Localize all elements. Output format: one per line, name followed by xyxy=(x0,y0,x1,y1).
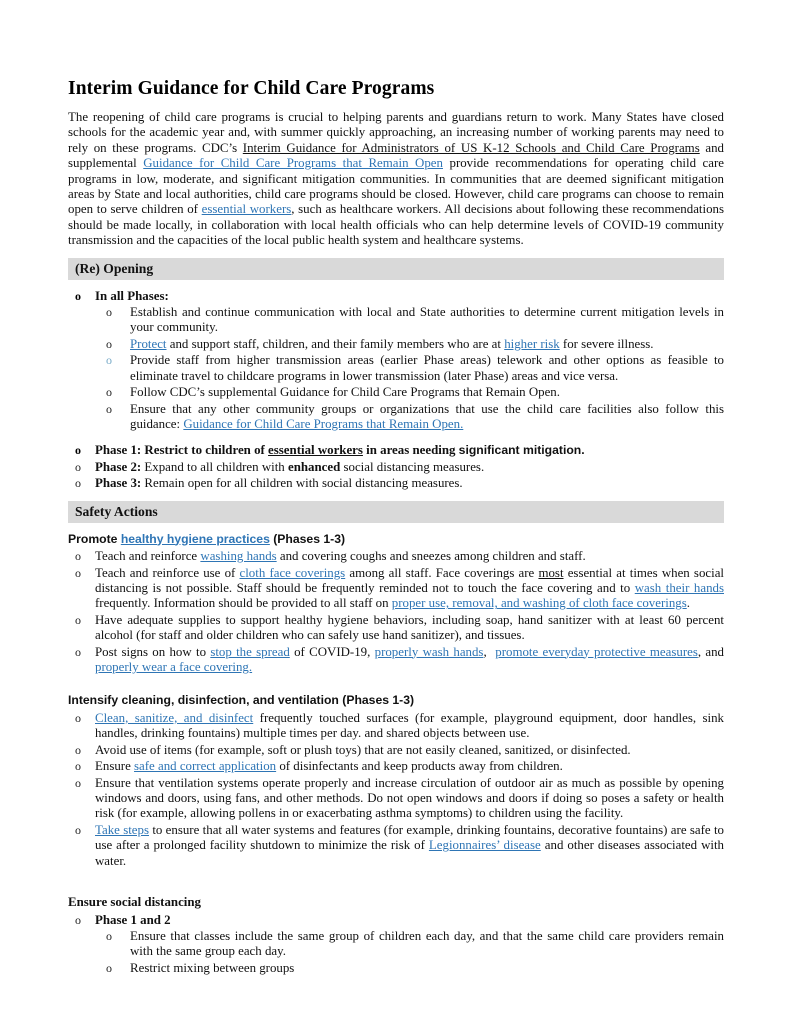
text-run: , such as healthcare workers. All decisions about following these recommendations should be made locally, in collaboration with local health officials who can help determine levels of COVID-19 community transmission and the capacities of the local public health system and healthcare systems. xyxy=(68,202,724,248)
bullet-circle-icon: o xyxy=(106,385,112,400)
text-run: to ensure that all water systems and features (for example, drinking fountains, decorative fountains) are safe to use after a prolonged facility shutdown to minimize the risk of xyxy=(95,822,724,853)
list-item xyxy=(68,353,724,384)
text-run: Ensure xyxy=(95,759,135,774)
text-run: Have adequate supplies to support healthy hygiene behaviors, including soap, hand sanitizer with at least 60 percent alcohol (for staff and older children who can safely use hand sanitizer), and tissues. xyxy=(95,612,724,643)
list-item-text xyxy=(95,711,724,740)
list-item-text xyxy=(130,353,724,382)
list-item-text xyxy=(95,460,484,474)
link-wash-their-hands[interactable]: wash their hands xyxy=(634,580,724,595)
text-run: Establish and continue communication with local and State authorities to determine current mitigation levels in your community. xyxy=(130,305,724,335)
subsection-heading xyxy=(68,895,724,911)
list-item xyxy=(68,402,724,433)
bullet-circle-icon: o xyxy=(106,336,112,351)
list-item-text xyxy=(95,476,463,490)
text-run: among all staff. Face coverings are xyxy=(345,565,539,580)
text-run: Teach and reinforce xyxy=(95,549,201,564)
text-run: Avoid use of items (for example, soft or plush toys) that are not easily cleaned, sanitized, or disinfected. xyxy=(95,742,631,757)
text-run: for severe illness. xyxy=(559,336,654,351)
link-properly-wear-a-face[interactable]: properly wear a face covering. xyxy=(95,659,253,674)
link-healthy-hygiene-practices[interactable]: healthy hygiene practices xyxy=(120,531,270,546)
text-run: Phase 1 and 2 xyxy=(95,912,171,927)
text-run: essential at times when social distancing is not possible. Staff should be frequently reminded not to touch the face covering and to xyxy=(95,565,724,595)
link-safe-and-correct-application[interactable]: safe and correct application xyxy=(134,759,277,774)
text-run: frequently. Information should be provided to all staff on xyxy=(95,596,392,611)
link-legionnaires-disease[interactable]: Legionnaires’ disease xyxy=(428,838,541,853)
bullet-circle-icon: o xyxy=(106,929,112,944)
link-proper-use-removal-and[interactable]: proper use, removal, and washing of cloth face coverings xyxy=(391,596,687,611)
spacer xyxy=(68,676,724,692)
bullet-circle-icon: o xyxy=(75,549,81,564)
list-item-text xyxy=(130,929,724,958)
list-item-text xyxy=(130,337,654,351)
list-item-text xyxy=(95,289,169,303)
bullet-circle-icon: o xyxy=(75,565,81,580)
text-run: , xyxy=(483,644,496,659)
list-item xyxy=(68,566,724,612)
link-guidance-for-child-care[interactable]: Guidance for Child Care Programs that Remain Open xyxy=(143,156,443,171)
list-item xyxy=(68,711,724,742)
list-item-text xyxy=(95,823,724,868)
link-guidance-for-child-care[interactable]: Guidance for Child Care Programs that Remain Open. xyxy=(183,416,464,431)
list-item-text xyxy=(130,305,724,334)
text-run: of disinfectants and keep products away from children. xyxy=(276,759,563,774)
list-item-text xyxy=(95,443,585,457)
bullet-circle-icon: o xyxy=(106,401,112,416)
link-clean-sanitize-and-disinfect[interactable]: Clean, sanitize, and disinfect xyxy=(95,710,254,725)
list-item xyxy=(68,337,724,352)
text-run: significant mitigation. xyxy=(458,443,585,458)
text-run: enhanced xyxy=(287,459,341,474)
list-item xyxy=(68,961,724,976)
text-run: Phase 1: Restrict to children of xyxy=(95,443,269,458)
document-body xyxy=(68,258,724,977)
bullet-circle-icon: o xyxy=(106,353,112,368)
link-stop-the-spread[interactable]: stop the spread xyxy=(210,644,290,659)
text-run: most xyxy=(538,565,564,580)
bullet-circle-icon: o xyxy=(75,759,81,774)
text-run: frequently touched surfaces (for example, playground equipment, door handles, sink handles, drinking fountains) multiple times per day. and shared objects between use. xyxy=(95,710,724,741)
text-run: Provide staff from higher transmission areas (earlier Phase areas) telework and other options as feasible to eliminate travel to childcare programs in lower transmission (later Phase) areas and vice versa. xyxy=(130,353,724,383)
list-item-text xyxy=(95,759,563,773)
text-run: Follow CDC’s supplemental Guidance for Child Care Programs that Remain Open. xyxy=(130,385,560,400)
text-run: . xyxy=(686,596,690,611)
bullet-circle-icon: o xyxy=(106,960,112,975)
text-run: Teach and reinforce use of xyxy=(95,565,240,580)
list-item xyxy=(68,929,724,960)
link-protect[interactable]: Protect xyxy=(130,336,167,351)
list-item xyxy=(68,613,724,644)
text-run: of COVID-19, xyxy=(289,644,375,659)
bullet-circle-icon: o xyxy=(75,476,81,491)
subsection-heading xyxy=(68,693,724,709)
list-item xyxy=(68,460,724,475)
list-item-text xyxy=(95,549,586,563)
list-item xyxy=(68,385,724,400)
document-title: Interim Guidance for Child Care Programs xyxy=(68,78,435,99)
text-run: social distancing measures. xyxy=(340,459,485,474)
intro-paragraph xyxy=(68,110,724,249)
subsection-heading xyxy=(68,532,724,548)
link-interim-guidance-for-administrators[interactable]: Interim Guidance for Administrators of US K-12 Schools and Child Care Programs xyxy=(242,140,700,155)
list-item-text xyxy=(95,566,724,611)
text-run: essential workers xyxy=(268,443,363,458)
text-run: Remain open for all children with social distancing measures. xyxy=(141,476,463,491)
list-item-text xyxy=(130,961,294,975)
text-run: provide recommendations for operating child care programs in low, moderate, and significant mitigation communities. In communities that are deemed significant mitigation areas by State and local authorities, child care programs should be closed. However, child care programs can choose to remain open to serve children of xyxy=(68,156,724,217)
text-run: and other diseases associated with water. xyxy=(95,838,724,868)
list-item xyxy=(68,759,724,774)
text-run: In all Phases: xyxy=(95,288,169,303)
document-content xyxy=(68,78,724,977)
list-item-text xyxy=(130,385,560,399)
list-item-text xyxy=(95,913,171,927)
link-washing-hands[interactable]: washing hands xyxy=(200,549,277,564)
list-item xyxy=(68,823,724,869)
bullet-circle-icon: o xyxy=(106,305,112,320)
list-item xyxy=(68,645,724,676)
text-run: Expand to all children with xyxy=(141,459,288,474)
spacer xyxy=(68,870,724,894)
section-banner: Safety Actions xyxy=(68,501,724,523)
text-run: Phase 3: xyxy=(95,476,142,491)
link-essential-workers[interactable]: essential workers xyxy=(201,202,292,217)
list-item xyxy=(68,776,724,822)
text-run: and covering coughs and sneezes among children and staff. xyxy=(276,549,586,564)
bullet-circle-icon: o xyxy=(75,644,81,659)
list-item-text xyxy=(95,776,724,821)
list-item-text xyxy=(130,402,724,431)
text-run: Ensure social distancing xyxy=(68,895,201,910)
bullet-circle-icon: o xyxy=(75,612,81,627)
text-run: Promote xyxy=(68,531,121,546)
bullet-circle-icon: o xyxy=(75,443,81,458)
text-run: (Phases 1-3) xyxy=(269,531,346,546)
list-item xyxy=(68,289,724,304)
text-run: Ensure that any other community groups or organizations that use the child care facilities also follow this guidance: xyxy=(130,401,724,431)
list-item-text xyxy=(95,645,724,674)
list-item xyxy=(68,443,724,458)
text-run: and support staff, children, and their family members who are at xyxy=(166,336,505,351)
text-run: Restrict mixing between groups xyxy=(130,960,295,975)
link-promote-everyday-protective-measures[interactable]: promote everyday protective measures xyxy=(495,644,698,659)
link-higher-risk[interactable]: higher risk xyxy=(504,336,560,351)
bullet-circle-icon: o xyxy=(75,775,81,790)
link-properly-wash-hands[interactable]: properly wash hands xyxy=(374,644,484,659)
list-item xyxy=(68,549,724,564)
list-item-text xyxy=(95,743,631,757)
text-run: Ensure that ventilation systems operate properly and increase circulation of outdoor air as much as possible by opening windows and doors, using fans, and other methods. Do not open windows and doors if doing so poses a safety or health risk (for example, allowing pollens in or exacerbating asthma symptoms) to children using the facility. xyxy=(95,775,724,821)
text-run: Intensify cleaning, disinfection, and ventilation (Phases 1-3) xyxy=(68,693,415,708)
bullet-circle-icon: o xyxy=(75,288,81,303)
list-item xyxy=(68,476,724,491)
list-item xyxy=(68,913,724,928)
text-run: and supplemental xyxy=(68,140,725,171)
text-run: in areas needing xyxy=(362,443,459,458)
bullet-circle-icon: o xyxy=(75,822,81,837)
link-cloth-face-coverings[interactable]: cloth face coverings xyxy=(239,565,346,580)
text-run: Post signs on how to xyxy=(95,644,211,659)
section-banner: (Re) Opening xyxy=(68,258,724,280)
bullet-circle-icon: o xyxy=(75,710,81,725)
bullet-circle-icon: o xyxy=(75,742,81,757)
list-item xyxy=(68,743,724,758)
bullet-circle-icon: o xyxy=(75,912,81,927)
text-run: , and xyxy=(697,644,724,659)
list-item xyxy=(68,305,724,336)
link-take-steps[interactable]: Take steps xyxy=(95,822,149,837)
bullet-circle-icon: o xyxy=(75,459,81,474)
text-run: Phase 2: xyxy=(95,459,142,474)
text-run: Ensure that classes include the same group of children each day, and that the same child care providers remain with the same group each day. xyxy=(130,929,724,959)
list-item-text xyxy=(95,613,724,642)
text-run: The reopening of child care programs is crucial to helping parents and guardians return to work. Many States have closed schools for the academic year and, with summer quickly approaching, an increasing number of working parents may need to rely on these programs. CDC’s xyxy=(68,110,724,155)
spacer xyxy=(68,433,724,443)
